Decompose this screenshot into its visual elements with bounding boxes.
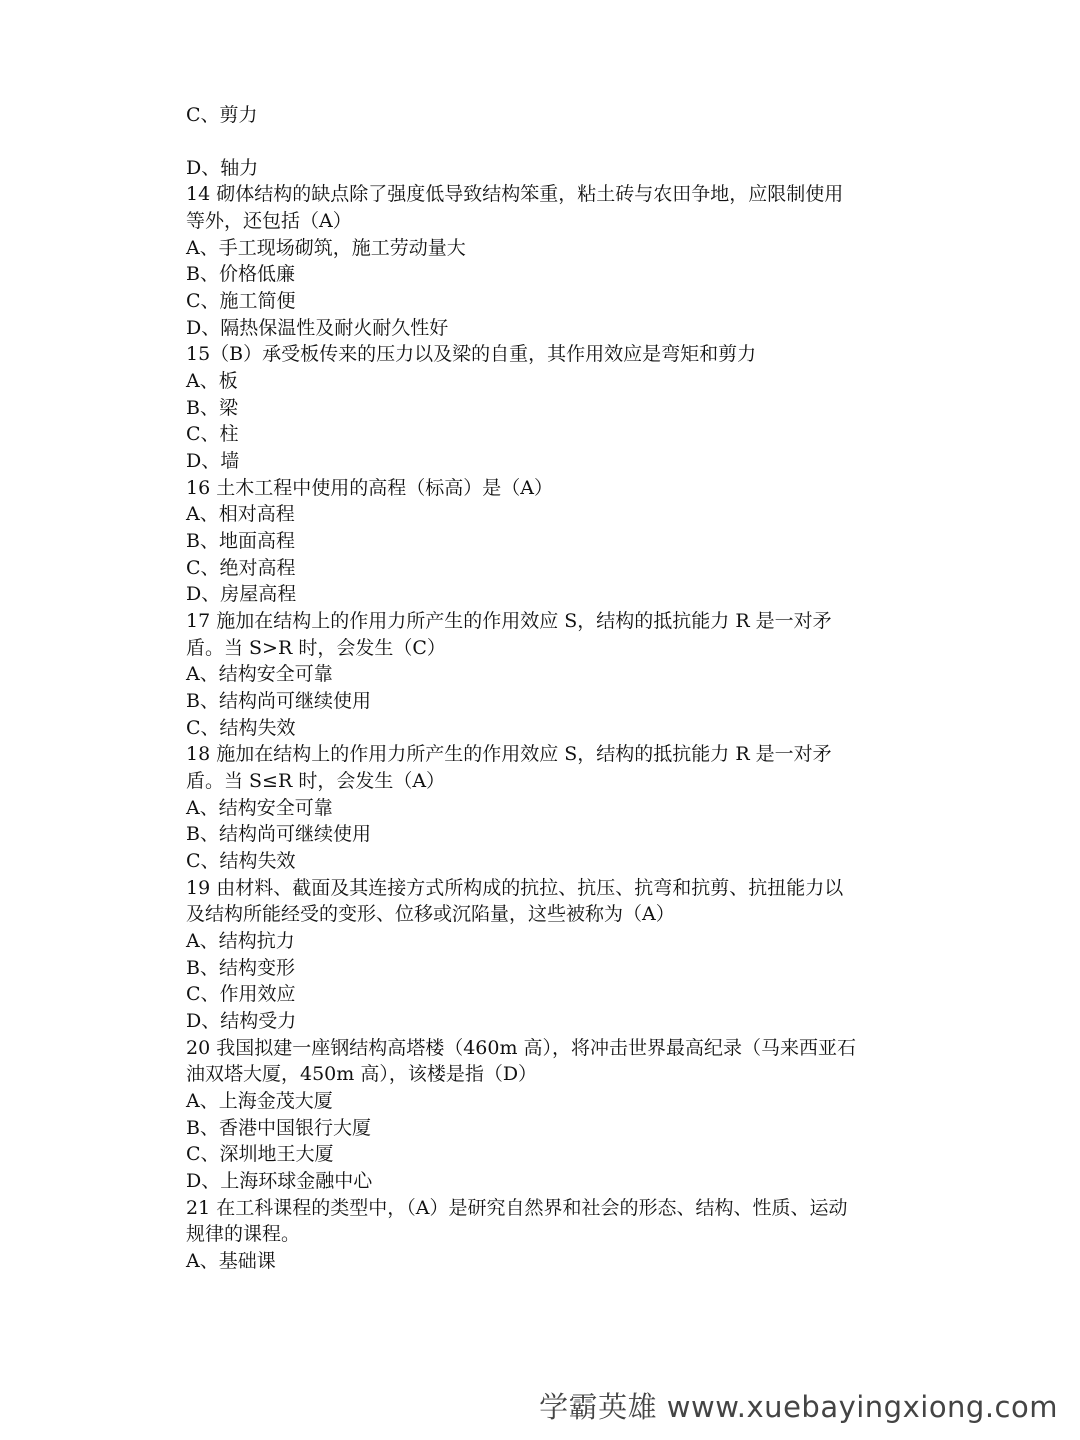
question-19-text: 19 由材料、截面及其连接方式所构成的抗拉、抗压、抗弯和抗剪、抗扭能力以 bbox=[186, 877, 844, 899]
text-line: 等外，还包括（A） bbox=[186, 210, 352, 232]
option-line: C、绝对高程 bbox=[186, 557, 296, 579]
option-line: B、地面高程 bbox=[186, 530, 295, 552]
text-line: 油双塔大厦，450m 高），该楼是指（D） bbox=[186, 1063, 538, 1085]
text-line: D、轴力 bbox=[186, 157, 259, 179]
option-line: C、深圳地王大厦 bbox=[186, 1143, 334, 1165]
option-line: A、板 bbox=[186, 370, 238, 392]
option-line: D、隔热保温性及耐火耐久性好 bbox=[186, 317, 449, 339]
option-line: C、结构失效 bbox=[186, 717, 296, 739]
option-line: A、结构抗力 bbox=[186, 930, 295, 952]
option-line: A、基础课 bbox=[186, 1250, 276, 1272]
text-line: 盾。当 S≤R 时，会发生（A） bbox=[186, 770, 446, 792]
question-17-text: 17 施加在结构上的作用力所产生的作用效应 S，结构的抵抗能力 R 是一对矛 bbox=[186, 610, 832, 632]
question-21-text: 21 在工科课程的类型中，（A）是研究自然界和社会的形态、结构、性质、运动 bbox=[186, 1197, 848, 1219]
option-line: C、结构失效 bbox=[186, 850, 296, 872]
question-20-text: 20 我国拟建一座钢结构高塔楼（460m 高），将冲击世界最高纪录（马来西亚石 bbox=[186, 1037, 857, 1059]
option-line: B、梁 bbox=[186, 397, 238, 419]
option-line: A、手工现场砌筑，施工劳动量大 bbox=[186, 237, 466, 259]
option-line: A、上海金茂大厦 bbox=[186, 1090, 333, 1112]
question-16-text: 16 土木工程中使用的高程（标高）是（A） bbox=[186, 477, 553, 499]
question-15-text: 15（B）承受板传来的压力以及梁的自重，其作用效应是弯矩和剪力 bbox=[186, 343, 757, 365]
option-line: C、柱 bbox=[186, 423, 239, 445]
option-line: B、香港中国银行大厦 bbox=[186, 1117, 371, 1139]
text-line: 规律的课程。 bbox=[186, 1223, 301, 1245]
question-14-text: 14 砌体结构的缺点除了强度低导致结构笨重，粘土砖与农田争地，应限制使用 bbox=[186, 183, 844, 205]
option-line: A、相对高程 bbox=[186, 503, 295, 525]
text-line: C、剪力 bbox=[186, 104, 258, 126]
site-watermark: 学霸英雄 www.xuebayingxiong.com bbox=[539, 1390, 1058, 1424]
option-line: B、结构尚可继续使用 bbox=[186, 823, 371, 845]
option-line: A、结构安全可靠 bbox=[186, 797, 333, 819]
option-line: D、墙 bbox=[186, 450, 240, 472]
option-line: D、房屋高程 bbox=[186, 583, 297, 605]
option-line: C、作用效应 bbox=[186, 983, 296, 1005]
option-line: A、结构安全可靠 bbox=[186, 663, 333, 685]
option-line: D、上海环球金融中心 bbox=[186, 1170, 373, 1192]
question-18-text: 18 施加在结构上的作用力所产生的作用效应 S，结构的抵抗能力 R 是一对矛 bbox=[186, 743, 832, 765]
option-line: B、结构尚可继续使用 bbox=[186, 690, 371, 712]
option-line: B、结构变形 bbox=[186, 957, 295, 979]
text-line: 及结构所能经受的变形、位移或沉陷量，这些被称为（A） bbox=[186, 903, 675, 925]
option-line: B、价格低廉 bbox=[186, 263, 295, 285]
option-line: D、结构受力 bbox=[186, 1010, 297, 1032]
text-line: 盾。当 S>R 时，会发生（C） bbox=[186, 637, 446, 659]
option-line: C、施工简便 bbox=[186, 290, 296, 312]
